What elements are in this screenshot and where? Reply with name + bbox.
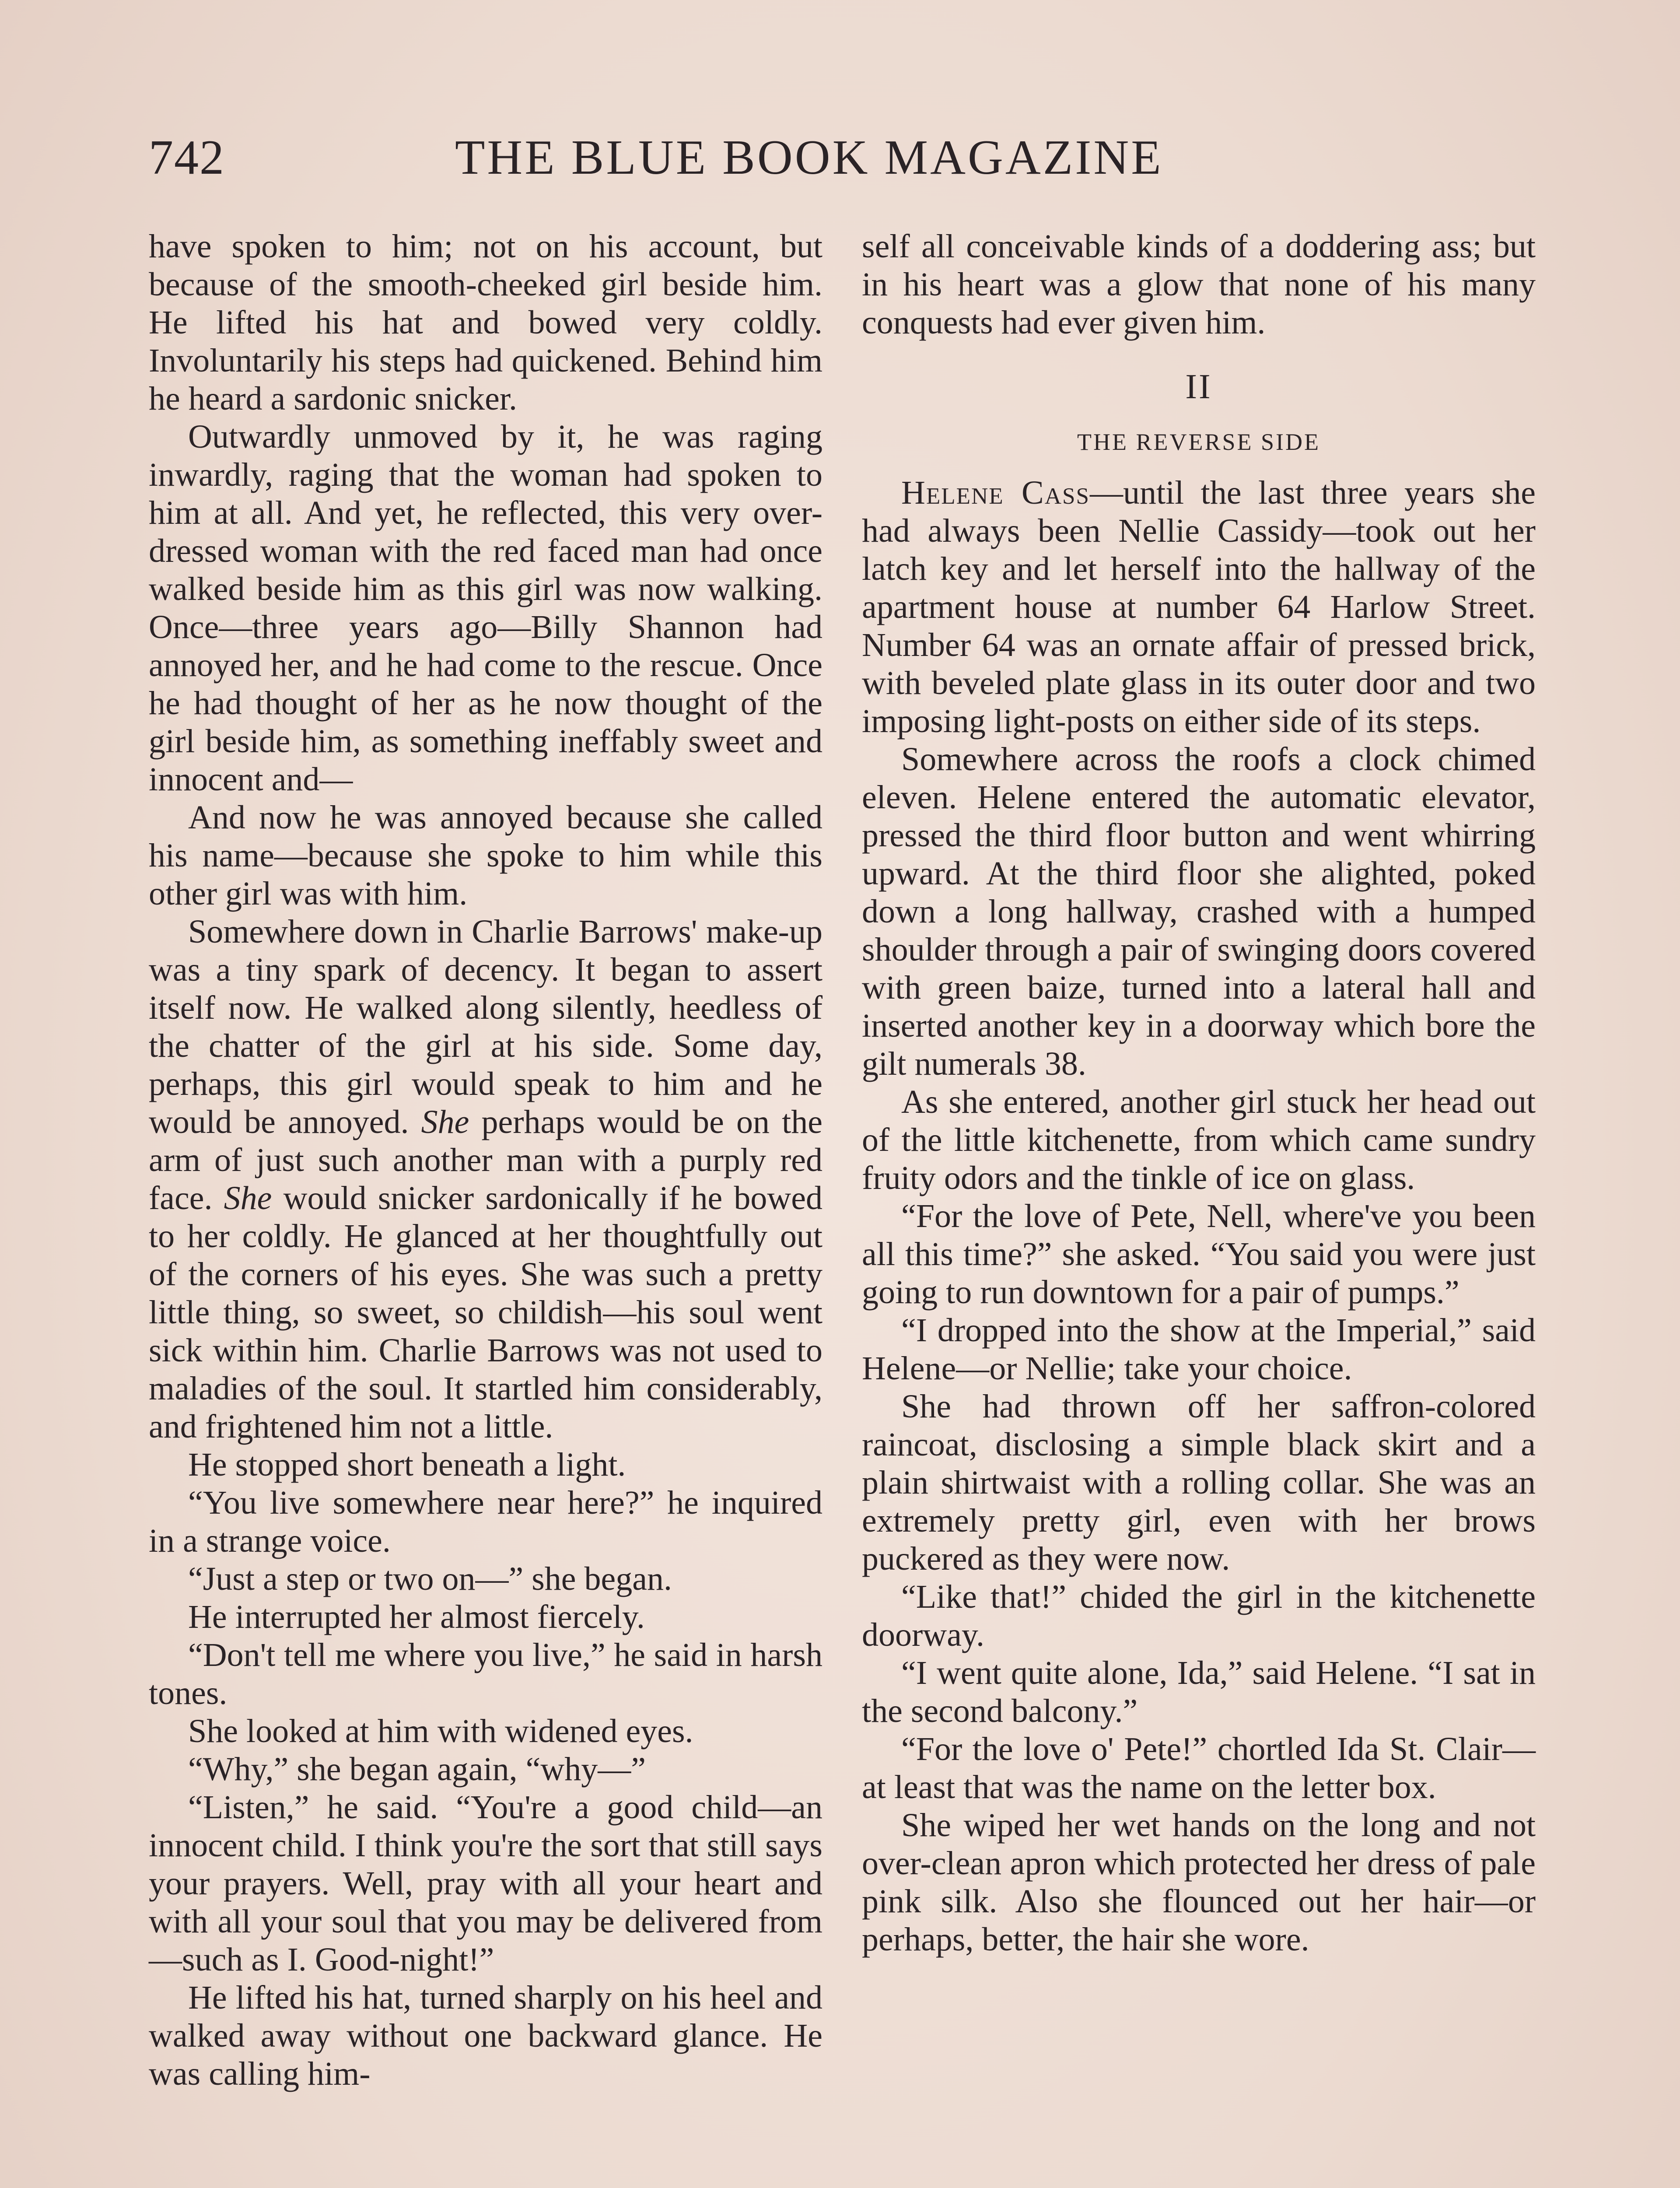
section-number: II [1185,368,1212,406]
paragraph: She had thrown off her saffron-colored raincoat, disclosing a simple black skirt and a plain shirtwaist with a rolling collar. She was an extremely pretty girl, even with her brows puckered as they were now. [862,1388,1536,1577]
paragraph-text: perhaps would be on the arm of just such another man with a purply red face. [149,1104,822,1217]
paragraph: “You live somewhere near here?” he inquired in a strange voice. [149,1484,822,1559]
paragraph: “For the love of Pete, Nell, where've you been all this time?” she asked. “You said you were just going to run downtown for a pair of pumps.” [862,1198,1536,1311]
paragraph: “Why,” she began again, “why—” [188,1751,646,1788]
running-title: THE BLUE BOOK MAGAZINE [455,130,1163,185]
paragraph-text: Somewhere down in Charlie Barrows' make-up was a tiny spark of decency. It began to assert itself now. He walked along silently, heedless of the chatter of the girl at his side. Some day, perhaps, this girl would speak to him and he would be annoyed. [149,913,822,1140]
paragraph: Somewhere across the roofs a clock chimed eleven. Helene entered the automatic elevator, pressed the third floor button and went whirring upward. At the third floor she alighted, poked down a long hallway, crashed with a humped shoulder through a pair of swinging doors covered with green baize, turned into a lateral hall and inserted another key in a doorway which bore the gilt numerals 38. [862,741,1536,1082]
paragraph: He interrupted her almost fiercely. [188,1599,645,1635]
drop-words: Helene Cass [901,474,1090,511]
paragraph: She wiped her wet hands on the long and not over-clean apron which protected her dress of pale pink silk. Also she flounced out her hair—or perhaps, better, the hair she wore. [862,1807,1536,1958]
paragraph-text: would snicker sardonically if he bowed to her coldly. He glanced at her thoughtfully out of the corners of his eyes. She was such a pretty little thing, so sweet, so childish—his soul went sick within him. Charlie Barrows was not used to maladies of the soul. It startled him considerably, and frightened him not a little. [149,1180,822,1445]
paragraph: “Like that!” chided the girl in the kitchenette doorway. [862,1578,1536,1653]
paragraph: Outwardly unmoved by it, he was raging inwardly, raging that the woman had spoken to him at all. And yet, he reflected, this very over-dressed woman with the red faced man had once walked beside him as this girl was now walking. Once—three years ago—Billy Shannon had annoyed her, and he had come to the rescue. Once he had thought of her as he now thought of the girl beside him, as something ineffably sweet and innocent and— [149,418,822,798]
paragraph: And now he was annoyed because she called his name—because she spoke to him while this other girl was with him. [149,799,822,912]
paragraph: As she entered, another girl stuck her head out of the little kitchenette, from which came sundry fruity odors and the tinkle of ice on glass. [862,1083,1536,1196]
paragraph [149,913,822,1446]
emphasis: She [421,1104,469,1140]
paragraph: “For the love o' Pete!” chortled Ida St. Clair—at least that was the name on the letter box. [862,1731,1536,1806]
paragraph: “I went quite alone, Ida,” said Helene. “I sat in the second balcony.” [862,1655,1536,1729]
paragraph: She looked at him with widened eyes. [188,1713,693,1750]
page-number: 742 [149,130,225,185]
paragraph: “Just a step or two on—” she began. [188,1560,672,1597]
paragraph: He lifted his hat, turned sharply on his heel and walked away without one backward glance. He was calling him- [149,1979,822,2092]
paragraph: have spoken to him; not on his account, but because of the smooth-cheeked girl beside him. He lifted his hat and bowed very coldly. Involuntarily his steps had quickened. Behind him he heard a sardonic snicker. [149,228,822,417]
paragraph: “I dropped into the show at the Imperial,” said Helene—or Nellie; take your choice. [862,1312,1536,1387]
section-title: THE REVERSE SIDE [1077,429,1320,455]
paragraph: “Listen,” he said. “You're a good child—an innocent child. I think you're the sort that still says your prayers. Well, pray with all your heart and with all your soul that you may be delivered from—such as I. Good-night!” [149,1789,822,1978]
left-column [149,228,822,2093]
paragraph: “Don't tell me where you live,” he said in harsh tones. [149,1637,822,1711]
emphasis: She [224,1180,272,1217]
page-header [149,127,1549,188]
right-column [862,228,1536,1959]
paragraph-text: —until the last three years she had always been Nellie Cassidy—took out her latch key and let herself into the hallway of the apartment house at number 64 Harlow Street. Number 64 was an ornate affair of pressed brick, with beveled plate glass in its outer door and two imposing light-posts on either side of its steps. [862,474,1536,740]
paragraph: self all conceivable kinds of a doddering ass; but in his heart was a glow that none of his many conquests had ever given him. [862,228,1536,341]
paragraph [862,474,1536,740]
paragraph: He stopped short beneath a light. [188,1446,626,1483]
